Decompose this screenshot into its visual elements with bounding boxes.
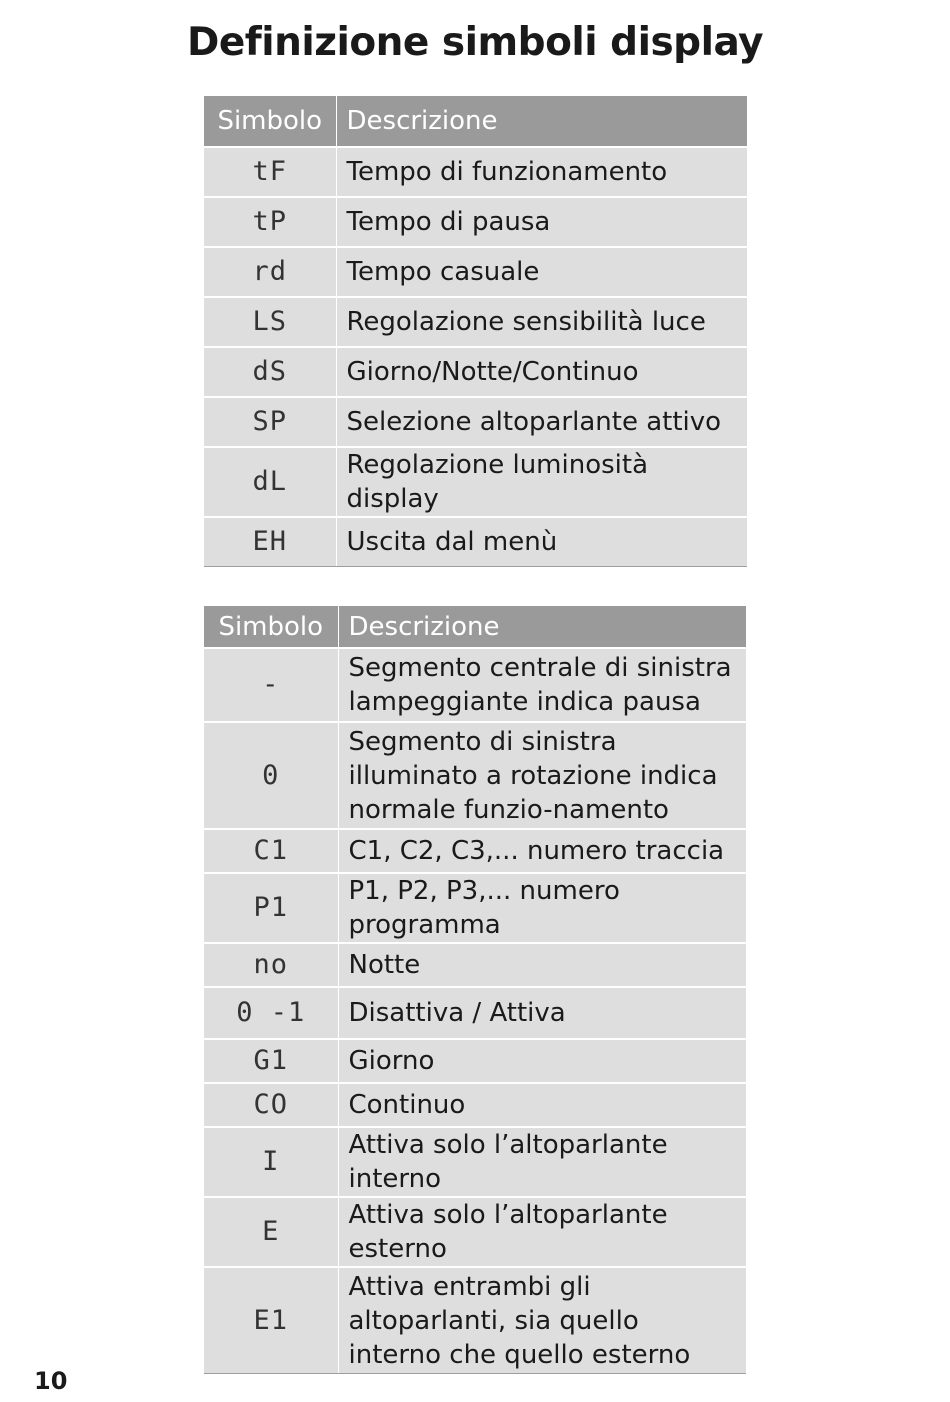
display-symbol: [204, 1127, 338, 1197]
symbols-table-2: [204, 606, 746, 1374]
table-row: [204, 829, 746, 873]
table-row: [204, 1127, 746, 1197]
table-row: [204, 347, 747, 397]
symbol-description: Tempo di funzionamento: [336, 147, 747, 197]
symbol-glyph: -: [262, 669, 280, 700]
table-row: [204, 147, 747, 197]
column-header-symbol: Simbolo: [204, 606, 338, 648]
symbol-glyph: no: [253, 949, 288, 980]
table-row: [204, 1083, 746, 1127]
display-symbol: [204, 1197, 338, 1267]
symbol-glyph: LS: [252, 306, 287, 337]
symbol-glyph: G1: [253, 1045, 288, 1076]
page-number: 10: [34, 1367, 68, 1395]
display-symbol: [204, 987, 338, 1039]
display-symbol: [204, 722, 338, 829]
symbol-glyph: 0 -1: [236, 997, 306, 1028]
display-symbol: [204, 1267, 338, 1374]
table-row: [204, 987, 746, 1039]
symbol-glyph: tF: [252, 156, 287, 187]
display-symbol: [204, 197, 336, 247]
symbols-table-1: [204, 96, 747, 567]
symbol-description: Tempo casuale: [336, 247, 747, 297]
symbol-description: Regolazione sensibilità luce: [336, 297, 747, 347]
display-symbol: [204, 1039, 338, 1083]
table-header-row: [204, 96, 747, 147]
table-row: [204, 447, 747, 517]
symbol-glyph: CO: [253, 1089, 288, 1120]
display-symbol: [204, 297, 336, 347]
table-row: [204, 648, 746, 722]
symbol-description: P1, P2, P3,... numero programma: [338, 873, 746, 943]
display-symbol: [204, 829, 338, 873]
symbol-glyph: I: [262, 1146, 280, 1177]
table-row: [204, 722, 746, 829]
symbol-description: Tempo di pausa: [336, 197, 747, 247]
symbol-glyph: tP: [252, 206, 287, 237]
symbol-description: Giorno: [338, 1039, 746, 1083]
column-header-description: Descrizione: [338, 606, 746, 648]
symbol-description: Attiva solo l’altoparlante esterno: [338, 1197, 746, 1267]
display-symbol: [204, 247, 336, 297]
symbol-glyph: rd: [252, 256, 287, 287]
symbol-description: Segmento di sinistra illuminato a rotazione indica normale funzio-namento: [338, 722, 746, 829]
page-title: Definizione simboli display: [186, 20, 763, 65]
symbol-glyph: dS: [252, 356, 287, 387]
symbol-description: Segmento centrale di sinistra lampeggiante indica pausa: [338, 648, 746, 722]
table-row: [204, 943, 746, 987]
symbol-glyph: C1: [253, 835, 288, 866]
table-row: [204, 197, 747, 247]
table-row: [204, 247, 747, 297]
symbol-description: Attiva entrambi gli altoparlanti, sia quello interno che quello esterno: [338, 1267, 746, 1374]
display-symbol: [204, 1083, 338, 1127]
symbol-glyph: 0: [262, 759, 280, 791]
table-row: [204, 1267, 746, 1374]
display-symbol: [204, 147, 336, 197]
symbol-description: Attiva solo l’altoparlante interno: [338, 1127, 746, 1197]
column-header-symbol: Simbolo: [204, 96, 336, 147]
symbol-glyph: E: [262, 1216, 280, 1247]
symbol-description: C1, C2, C3,... numero traccia: [338, 829, 746, 873]
table-header-row: [204, 606, 746, 648]
table-row: [204, 1197, 746, 1267]
table-row: [204, 1039, 746, 1083]
column-header-description: Descrizione: [336, 96, 747, 147]
symbol-glyph: dL: [252, 466, 287, 497]
display-symbol: [204, 397, 336, 447]
symbol-glyph: EH: [252, 526, 287, 557]
symbol-description: Continuo: [338, 1083, 746, 1127]
display-symbol: [204, 943, 338, 987]
table-row: [204, 873, 746, 943]
symbol-description: Selezione altoparlante attivo: [336, 397, 747, 447]
table-row: [204, 397, 747, 447]
symbol-glyph: P1: [253, 892, 288, 923]
table-row: [204, 517, 747, 567]
table-row: [204, 297, 747, 347]
symbol-description: Giorno/Notte/Continuo: [336, 347, 747, 397]
display-symbol: [204, 648, 338, 722]
display-symbol: [204, 447, 336, 517]
symbol-description: Notte: [338, 943, 746, 987]
symbol-description: Uscita dal menù: [336, 517, 747, 567]
display-symbol: [204, 517, 336, 567]
symbol-glyph: SP: [252, 406, 287, 437]
display-symbol: [204, 873, 338, 943]
symbol-description: Regolazione luminosità display: [336, 447, 747, 517]
display-symbol: [204, 347, 336, 397]
symbol-description: Disattiva / Attiva: [338, 987, 746, 1039]
symbol-glyph: E1: [253, 1304, 288, 1336]
